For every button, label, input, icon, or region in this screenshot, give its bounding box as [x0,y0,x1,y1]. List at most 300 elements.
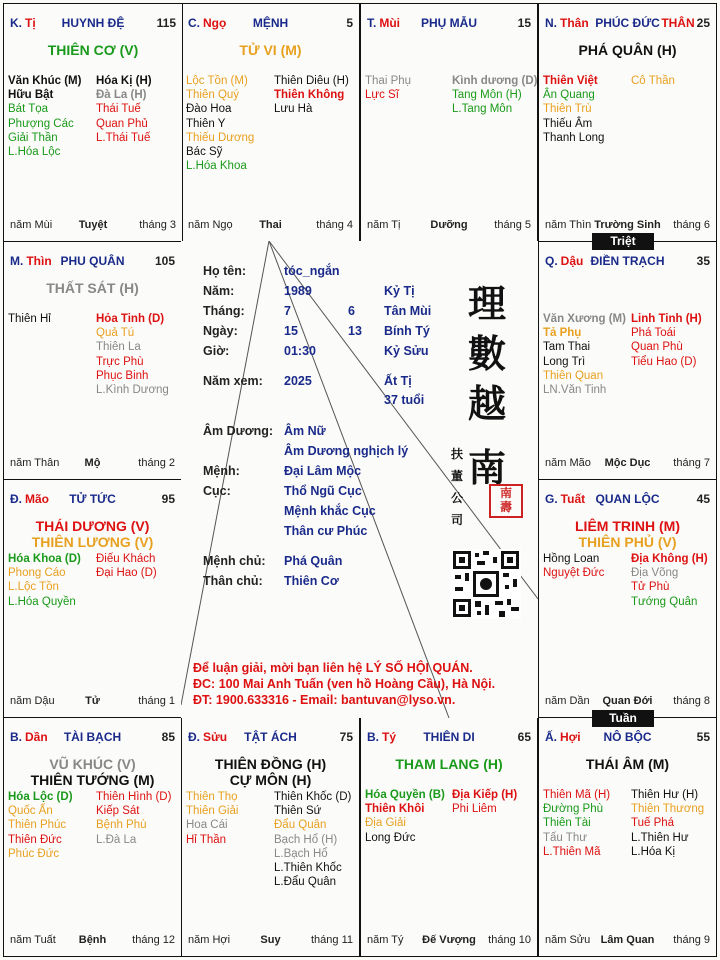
star-column-right [631,312,702,369]
footer-year: năm Dần [545,695,590,707]
minor-star: Thiên Khốc (D) [274,791,352,803]
star-column-left [365,74,411,102]
minor-star: Hỉ Thần [186,833,227,846]
palace-number: 105 [154,254,175,268]
minor-star: Quốc Ấn [8,805,53,818]
minor-star: Quan Phủ [96,117,148,130]
palace-footer [545,934,710,948]
minor-star: Thiếu Âm [543,117,593,130]
minor-star: Bệnh Phù [96,819,147,832]
center-info-panel [181,241,538,718]
palace-footer [367,934,531,948]
minor-star: Thái Tuế [96,103,141,116]
branch-code: Đ. [188,730,200,744]
small-char-1: 扶 [451,447,464,461]
minor-star: L.Đẩu Quân [274,876,337,889]
minor-star: Hóa Khoa (D) [8,553,81,565]
star-column-right [631,552,708,609]
palace-cell-dan [3,717,182,957]
palace-name: ĐIỀN TRẠCH [590,254,665,268]
minor-star: Đào Hoa [186,103,232,116]
amduong-note: Âm Dương nghịch lý [284,444,409,458]
minor-star: Thiên Mã (H) [543,789,611,801]
palace-header [367,730,531,746]
minor-star: Phi Liêm [452,803,497,816]
footer-month: tháng 8 [673,695,710,707]
footer-month: tháng 4 [316,219,353,231]
main-star: VŨ KHÚC (V) [49,756,136,772]
minor-star: Tang Môn (H) [452,89,522,102]
palace-footer [10,219,176,233]
main-star: PHÁ QUÂN (H) [578,42,677,58]
month-label: Tháng: [203,304,245,318]
minor-star: Thiên Đức [8,833,62,846]
cuc-label: Cục: [203,484,231,498]
contact-line-1: Để luận giải, mời bạn liên hệ LÝ SỐ HỘI QUÁN. [193,661,473,675]
branch-code: K. [10,16,22,30]
minor-star: Phượng Các [8,117,74,130]
view-year-canchi: Ất Tị [384,374,412,388]
minor-star: Thiên Sứ [274,805,322,818]
palace-number: 75 [339,730,353,744]
footer-month: tháng 10 [488,934,531,946]
view-year-value: 2025 [284,374,312,388]
minor-star: Đại Hao (D) [96,567,157,580]
menh-value: Đại Lâm Mộc [284,464,362,478]
minor-star: Hoa Cái [186,819,228,832]
footer-year: năm Thân [10,457,60,469]
star-column-right [452,74,537,117]
branch-code: B. [367,730,379,744]
branch-code: Ấ. [545,730,557,744]
branch-code: Đ. [10,492,22,506]
star-column-left [186,74,254,173]
palace-header [10,254,175,270]
than-marker: THÂN [661,16,695,30]
minor-star: Trực Phù [96,355,144,368]
amduong-value: Âm Nữ [284,424,326,438]
minor-star: Phong Cáo [8,567,66,580]
minor-star: Thiên Trù [543,103,592,116]
minor-star: Tuế Phá [631,817,675,830]
year-value: 1989 [284,284,312,298]
minor-star: Thiên Quý [186,89,240,102]
main-star: THIÊN LƯƠNG (V) [31,534,154,550]
minor-star: Thiên Phúc [8,819,67,832]
footer-stage: Bệnh [78,934,107,946]
cuc-note-2: Thân cư Phúc [284,524,368,538]
minor-star: Thiên Tài [543,817,591,830]
hour-value: 01:30 [284,344,316,358]
star-column-left [8,312,51,326]
footer-year: năm Tị [367,219,401,231]
minor-star: Phúc Đức [8,847,60,860]
star-column-left [543,312,626,397]
star-column-left [8,790,73,861]
footer-stage: Tử [85,695,100,707]
minor-star: Long Trì [543,355,586,368]
minor-star: L.Thiên Hư [631,831,689,844]
minor-star: Tam Thai [543,341,591,354]
footer-stage: Mộc Dục [604,457,651,469]
footer-year: năm Ngọ [188,219,233,231]
contact-line-3: ĐT: 1900.633316 - Email: bantuvan@lyso.vn. [193,693,456,707]
palace-header [188,730,353,746]
palace-footer [545,457,710,471]
minor-star: Thiên Hỉ [8,313,51,325]
footer-year: năm Tuất [10,934,56,946]
footer-year: năm Thìn [545,219,592,231]
branch-name: Sửu [203,730,228,744]
footer-year: năm Hợi [188,934,231,946]
palace-name: HUYNH ĐỆ [61,16,125,30]
minor-star: Thiên Diêu (H) [274,75,349,87]
minor-star: Tả Phụ [543,327,582,340]
palace-header [545,254,710,270]
thanchu-value: Thiên Cơ [284,574,339,588]
minor-star: Hóa Quyền (B) [365,789,445,801]
minor-star: Thiên Khôi [365,803,425,816]
palace-footer [367,219,531,233]
star-column-right [452,788,517,816]
minor-star: L.Hóa Quyền [8,595,76,608]
minor-star: Lưu Hà [274,103,313,116]
main-star: TỬ VI (M) [239,42,302,58]
minor-star: Đẩu Quân [274,819,327,832]
footer-stage: Đế Vượng [422,934,476,946]
minor-star: Đà La (H) [96,89,147,102]
minor-star: Phục Binh [96,369,149,382]
minor-star: Nguyệt Đức [543,567,605,580]
branch-name: Hợi [560,730,581,744]
main-star: LIÊM TRINH (M) [575,518,680,534]
small-char-2: 董 [451,469,464,483]
footer-month: tháng 9 [673,934,710,946]
star-column-left [186,790,238,847]
palace-name: NÔ BỘC [603,730,652,744]
minor-star: L.Thiên Mã [543,845,601,858]
day-label: Ngày: [203,324,238,338]
palace-header [10,16,176,32]
branch-name: Dậu [560,254,584,268]
palace-name: MỆNH [252,16,289,30]
menhchu-label: Mệnh chủ: [203,554,266,568]
footer-month: tháng 3 [139,219,176,231]
star-column-left [8,74,81,159]
footer-year: năm Dậu [10,695,55,707]
branch-name: Ngọ [203,16,227,30]
star-column-right [96,790,171,847]
star-column-right [96,74,152,145]
star-column-left [543,74,604,145]
minor-star: Thiên Y [186,117,226,130]
calligraphy-char-1: 理 [468,281,507,326]
minor-star: L.Bạch Hổ [274,847,328,860]
footer-stage: Quan Đới [602,695,653,707]
palace-header [188,16,353,32]
minor-star: L.Hóa Khoa [186,160,247,173]
palace-cell-thin [3,241,182,480]
palace-number: 35 [696,254,710,268]
minor-star: LN.Văn Tinh [543,383,607,396]
thanchu-label: Thân chủ: [203,574,263,588]
minor-star: Quả Tú [96,327,135,340]
minor-star: Hỏa Tinh (D) [96,313,165,325]
minor-star: Thiên Hình (D) [96,791,172,803]
palace-cell-than [538,3,717,242]
minor-star: L.Đà La [96,833,137,846]
palace-number: 25 [696,16,710,30]
branch-name: Thân [560,16,589,30]
view-year-label: Năm xem: [203,374,263,388]
minor-star: Kình dương (D) [452,75,538,87]
branch-name: Mão [25,492,49,506]
footer-month: tháng 7 [673,457,710,469]
branch-code: B. [10,730,22,744]
palace-header [10,730,175,746]
minor-star: Điếu Khách [96,553,156,565]
palace-cell-ty [360,717,538,957]
main-star: CỰ MÔN (H) [229,772,312,788]
star-column-right [631,74,675,88]
hour-label: Giờ: [203,344,230,358]
star-column-left [8,552,81,609]
footer-stage: Lâm Quan [600,934,655,946]
branch-code: T. [367,16,377,30]
minor-star: Tấu Thư [543,831,587,844]
palace-footer [188,934,353,948]
branch-name: Tuất [560,492,586,506]
minor-star: Thiên Hư (H) [631,789,699,801]
branch-name: Tị [25,16,36,30]
minor-star: Giải Thần [8,131,58,144]
minor-star: L.Thiên Khốc [274,861,342,874]
palace-number: 95 [161,492,175,506]
minor-star: Long Đức [365,831,416,844]
branch-code: Q. [545,254,558,268]
minor-star: Lực Sĩ [365,89,399,102]
main-star: THAM LANG (H) [395,756,503,772]
palace-footer [10,457,175,471]
main-star: THÁI DƯƠNG (V) [35,518,150,534]
footer-month: tháng 6 [673,219,710,231]
red-seal: 南 壽 [489,484,523,518]
star-column-right [96,552,157,580]
palace-cell-suu [181,717,360,957]
minor-star: Địa Giải [365,817,406,830]
palace-name: TẬT ÁCH [244,730,297,744]
footer-stage: Thai [259,219,282,231]
minor-star: Tử Phù [631,581,670,594]
palace-number: 5 [346,16,353,30]
minor-star: Thiếu Dương [186,131,255,144]
triet-tag: Triệt [592,233,654,250]
palace-name: TÀI BẠCH [63,730,122,744]
main-star: THÁI ÂM (M) [585,756,670,772]
minor-star: Thiên Việt [543,75,598,87]
palace-number: 45 [696,492,710,506]
minor-star: Địa Không (H) [631,553,708,565]
main-star: THIÊN TƯỚNG (M) [30,772,155,788]
branch-code: C. [188,16,200,30]
palace-name: PHỤ MẪU [421,16,477,30]
palace-name: QUAN LỘC [595,492,660,506]
branch-name: Thìn [26,254,52,268]
minor-star: Bạch Hổ (H) [274,833,338,846]
minor-star: Bác Sỹ [186,145,223,158]
minor-star: Thiên Thọ [186,791,238,803]
minor-star: Thanh Long [543,131,605,144]
palace-header [10,492,175,508]
minor-star: Địa Kiếp (H) [452,789,518,801]
palace-number: 115 [156,16,176,30]
star-column-left [543,552,604,580]
amduong-label: Âm Dương: [203,424,274,438]
footer-stage: Mộ [84,457,101,469]
footer-year: năm Mão [545,457,591,469]
palace-footer [10,695,175,709]
month-solar: 7 [284,304,291,318]
footer-stage: Dưỡng [430,219,468,231]
tuan-tag: Tuần [592,710,654,727]
minor-star: Linh Tinh (H) [631,313,702,325]
main-star: THIÊN CƠ (V) [47,42,139,58]
palace-footer [10,934,175,948]
palace-header [367,16,531,32]
footer-year: năm Mùi [10,219,53,231]
minor-star: Tiểu Hao (D) [631,355,697,368]
palace-header [545,730,710,746]
palace-name: PHÚC ĐỨC [595,16,660,30]
branch-code: G. [545,492,558,506]
main-star: THẤT SÁT (H) [46,280,139,296]
minor-star: L.Thái Tuế [96,131,151,144]
name-value: tóc_ngắn [284,264,340,278]
minor-star: Thiên Thương [631,803,705,816]
cuc-value: Thổ Ngũ Cục [284,484,362,498]
footer-stage: Tuyệt [78,219,108,231]
minor-star: Cô Thần [631,75,675,87]
palace-cell-hoi [538,717,717,957]
calligraphy-char-4: 南 [468,445,507,490]
branch-name: Mùi [379,16,401,30]
footer-month: tháng 12 [132,934,175,946]
minor-star: Thiên La [96,341,141,354]
footer-stage: Trường Sinh [594,219,661,231]
minor-star: Hóa Lộc (D) [8,791,73,803]
minor-star: Tướng Quân [631,595,698,608]
palace-number: 55 [696,730,710,744]
minor-star: L.Tang Môn [452,103,513,116]
main-star: THIÊN PHỦ (V) [578,534,677,550]
minor-star: Văn Khúc (M) [8,75,82,87]
minor-star: Quan Phù [631,341,683,354]
month-lunar: 6 [348,304,355,318]
minor-star: Ân Quang [543,89,595,102]
palace-cell-ngo [181,3,360,242]
palace-number: 65 [517,730,531,744]
footer-year: năm Tý [367,934,404,946]
contact-line-2: ĐC: 100 Mai Anh Tuấn (ven hồ Hoàng Cầu), Hà Nội. [193,677,496,691]
calligraphy-char-2: 數 [468,331,507,376]
palace-cell-tuat [538,479,717,718]
footer-month: tháng 11 [310,934,353,946]
palace-header [545,492,710,508]
minor-star: Địa Võng [631,567,679,580]
star-column-left [365,788,445,845]
age-value: 37 tuổi [384,393,425,407]
minor-star: L.Hóa Lộc [8,145,61,158]
month-canchi: Tân Mùi [384,304,432,318]
branch-name: Tý [382,730,397,744]
palace-cell-mui [360,3,538,242]
minor-star: Bát Tọa [8,103,49,116]
branch-code: N. [545,16,557,30]
qr-code-icon [451,549,521,619]
palace-name: TỬ TỨC [69,492,116,506]
star-column-right [96,312,169,397]
palace-cell-mao [3,479,182,718]
minor-star: L.Lộc Tồn [8,581,59,594]
minor-star: Thai Phụ [365,75,412,87]
palace-name: THIÊN DI [423,730,475,744]
star-column-right [274,74,349,117]
minor-star: Thiên Giải [186,805,239,818]
name-label: Họ tên: [203,264,247,278]
palace-footer [545,695,710,709]
hour-canchi: Kỷ Sửu [384,344,429,358]
menhchu-value: Phá Quân [284,554,343,568]
main-star: THIÊN ĐỒNG (H) [214,756,327,772]
small-char-4: 司 [451,513,464,527]
minor-star: Thiên Không [274,89,345,102]
palace-footer [545,219,710,233]
minor-star: Thiên Quan [543,369,604,382]
palace-cell-ti [3,3,183,242]
minor-star: L.Hóa Kị [631,845,676,858]
footer-year: năm Sửu [545,934,591,946]
star-column-right [274,790,351,889]
minor-star: Kiếp Sát [96,805,140,818]
menh-label: Mệnh: [203,464,240,478]
minor-star: Hữu Bật [8,89,54,102]
palace-number: 15 [517,16,531,30]
minor-star: L.Kình Dương [96,383,169,396]
cuc-note-1: Mệnh khắc Cục [284,504,376,518]
star-column-right [631,788,704,859]
branch-name: Dần [25,730,48,744]
year-label: Năm: [203,284,235,298]
small-char-3: 公 [451,491,464,505]
day-lunar: 13 [348,324,362,338]
palace-cell-dau [538,241,717,480]
day-canchi: Bính Tý [384,324,430,338]
star-column-left [543,788,610,859]
minor-star: Lộc Tồn (M) [186,75,248,87]
footer-month: tháng 2 [138,457,175,469]
minor-star: Hóa Kị (H) [96,75,152,87]
footer-stage: Suy [260,934,281,946]
palace-header [545,16,710,32]
calligraphy-char-3: 越 [468,381,507,426]
minor-star: Phá Toái [631,327,676,340]
branch-code: M. [10,254,24,268]
palace-number: 85 [161,730,175,744]
palace-name: PHU QUÂN [60,254,125,268]
footer-month: tháng 1 [138,695,175,707]
minor-star: Hồng Loan [543,553,600,565]
day-solar: 15 [284,324,298,338]
